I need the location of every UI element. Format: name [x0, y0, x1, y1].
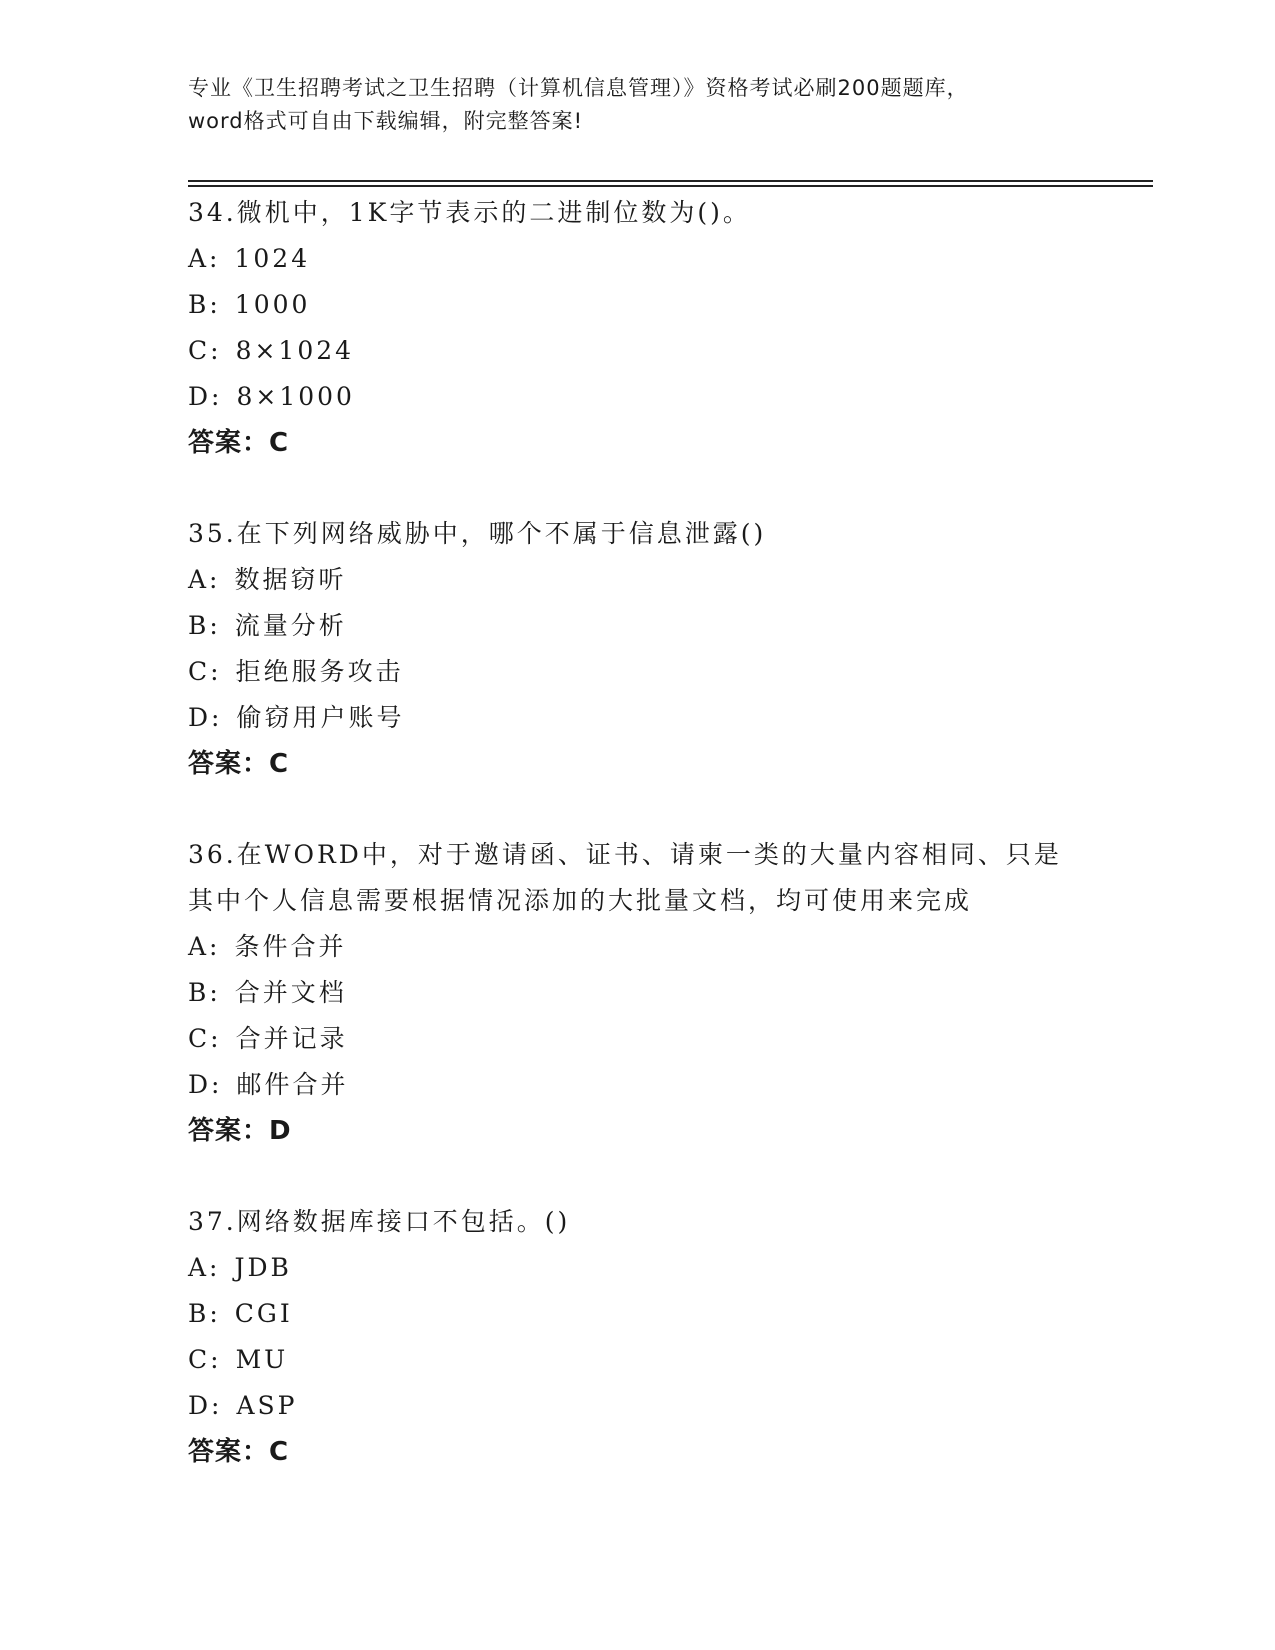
option-text: 1000 [234, 290, 311, 319]
option-text: 邮件合并 [236, 1070, 349, 1099]
option-c [188, 1337, 1188, 1383]
option-letter: D: [188, 1391, 223, 1420]
question-text: 35.在下列网络威胁中，哪个不属于信息泄露() [188, 519, 767, 548]
option-a [188, 557, 1188, 603]
question-36 [188, 832, 1188, 1154]
option-text: ASP [236, 1391, 298, 1420]
answer-line: 答案：C [188, 428, 290, 458]
option-c [188, 649, 1188, 695]
option-a [188, 236, 1188, 282]
option-letter: A: [188, 932, 221, 961]
option-letter: C: [188, 1345, 222, 1374]
answer-line: 答案：C [188, 1437, 290, 1467]
option-letter: D: [188, 382, 223, 411]
answer-line: 答案：D [188, 1116, 292, 1146]
option-b [188, 603, 1188, 649]
option-d [188, 695, 1188, 741]
question-list [188, 190, 1188, 1520]
option-letter: C: [188, 657, 222, 686]
option-text: 条件合并 [234, 932, 347, 961]
option-d [188, 374, 1188, 420]
option-text: 合并记录 [235, 1024, 348, 1053]
question-text: 36.在WORD中，对于邀请函、证书、请柬一类的大量内容相同、只是 [188, 840, 1062, 869]
option-text: JDB [234, 1253, 292, 1282]
header-divider-bottom [188, 185, 1153, 187]
header-line-1: 专业《卫生招聘考试之卫生招聘（计算机信息管理）》资格考试必刷200题题库， [188, 76, 969, 100]
option-b [188, 282, 1188, 328]
option-b [188, 970, 1188, 1016]
option-letter: C: [188, 1024, 222, 1053]
document-header [188, 72, 1088, 138]
option-text: MU [235, 1345, 289, 1374]
question-34 [188, 190, 1188, 466]
option-letter: B: [188, 290, 221, 319]
option-letter: A: [188, 1253, 221, 1282]
option-text: 拒绝服务攻击 [235, 657, 404, 686]
option-text: 流量分析 [234, 611, 347, 640]
option-d [188, 1383, 1188, 1429]
option-b [188, 1291, 1188, 1337]
answer-line: 答案：C [188, 749, 290, 779]
question-text-continued: 其中个人信息需要根据情况添加的大批量文档，均可使用来完成 [188, 886, 973, 915]
option-letter: B: [188, 1299, 221, 1328]
option-text: CGI [234, 1299, 293, 1328]
option-d [188, 1062, 1188, 1108]
option-a [188, 1245, 1188, 1291]
option-a [188, 924, 1188, 970]
option-letter: C: [188, 336, 222, 365]
header-divider-top [188, 180, 1153, 182]
question-text: 37.网络数据库接口不包括。() [188, 1207, 571, 1236]
option-letter: D: [188, 1070, 223, 1099]
option-text: 1024 [234, 244, 311, 273]
option-text: 合并文档 [234, 978, 347, 1007]
option-text: 8×1024 [235, 336, 355, 365]
option-c [188, 328, 1188, 374]
question-35 [188, 511, 1188, 787]
header-line-2: word格式可自由下载编辑，附完整答案! [188, 109, 584, 133]
option-letter: A: [188, 244, 221, 273]
question-text: 34.微机中，1K字节表示的二进制位数为()。 [188, 198, 751, 227]
option-letter: D: [188, 703, 223, 732]
option-text: 8×1000 [236, 382, 355, 411]
option-text: 数据窃听 [234, 565, 347, 594]
option-text: 偷窃用户账号 [236, 703, 405, 732]
option-letter: A: [188, 565, 221, 594]
option-letter: B: [188, 611, 221, 640]
question-37 [188, 1199, 1188, 1475]
option-c [188, 1016, 1188, 1062]
option-letter: B: [188, 978, 221, 1007]
